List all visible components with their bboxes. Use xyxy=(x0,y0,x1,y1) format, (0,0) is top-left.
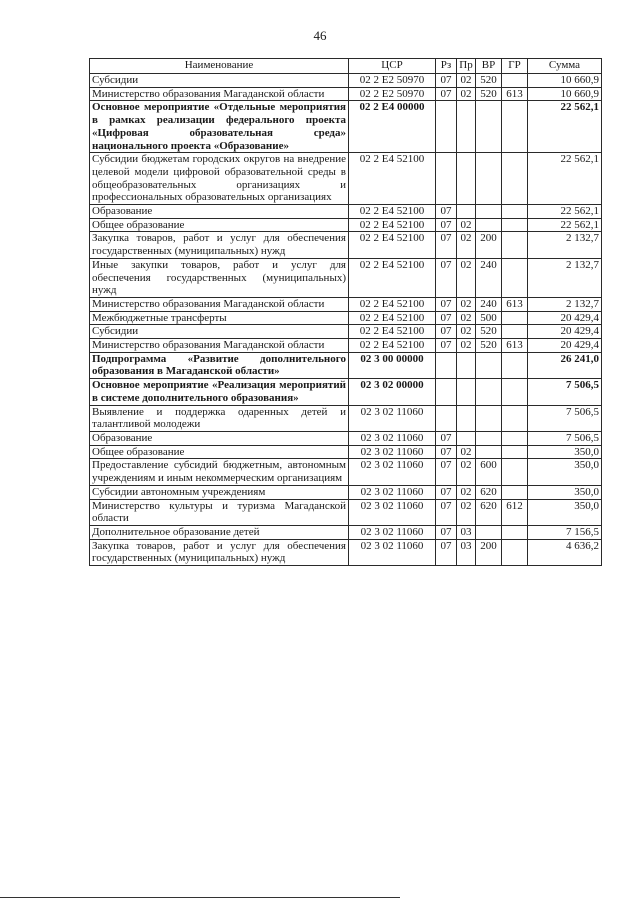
cell-name: Основное мероприятие «Реализация мероприятий в системе дополнительного образования» xyxy=(90,379,349,405)
cell-csr: 02 3 02 11060 xyxy=(349,539,436,565)
cell-pr: 02 xyxy=(457,232,476,258)
cell-vr: 600 xyxy=(476,459,502,485)
cell-rz: 07 xyxy=(436,258,457,297)
table-row xyxy=(90,525,602,539)
cell-sum: 7 506,5 xyxy=(528,431,602,445)
cell-vr: 240 xyxy=(476,297,502,311)
cell-gr xyxy=(502,459,528,485)
cell-rz xyxy=(436,405,457,431)
table-header-row xyxy=(90,59,602,74)
cell-vr xyxy=(476,445,502,459)
cell-rz: 07 xyxy=(436,431,457,445)
table-body xyxy=(90,74,602,566)
cell-pr: 02 xyxy=(457,258,476,297)
cell-name: Выявление и поддержка одаренных детей и талантливой молодежи xyxy=(90,405,349,431)
cell-vr: 240 xyxy=(476,258,502,297)
cell-vr xyxy=(476,525,502,539)
table-row xyxy=(90,539,602,565)
cell-name: Основное мероприятие «Отдельные мероприятия в рамках реализации федерального проекта «Цифровая образовательная среда» национального проекта «Образование» xyxy=(90,101,349,153)
cell-rz: 07 xyxy=(436,499,457,525)
cell-name: Закупка товаров, работ и услуг для обеспечения государственных (муниципальных) нужд xyxy=(90,539,349,565)
cell-vr: 620 xyxy=(476,499,502,525)
cell-name: Иные закупки товаров, работ и услуг для обеспечения государственных (муниципальных) нужд xyxy=(90,258,349,297)
cell-pr: 02 xyxy=(457,74,476,88)
cell-pr: 02 xyxy=(457,459,476,485)
cell-rz: 07 xyxy=(436,311,457,325)
cell-rz: 07 xyxy=(436,218,457,232)
cell-name: Закупка товаров, работ и услуг для обеспечения государственных (муниципальных) нужд xyxy=(90,232,349,258)
cell-name: Министерство образования Магаданской области xyxy=(90,297,349,311)
cell-vr xyxy=(476,218,502,232)
cell-pr: 02 xyxy=(457,87,476,101)
cell-pr: 02 xyxy=(457,499,476,525)
cell-sum: 7 506,5 xyxy=(528,405,602,431)
cell-sum: 4 636,2 xyxy=(528,539,602,565)
cell-rz: 07 xyxy=(436,485,457,499)
page-number: 46 xyxy=(313,28,327,43)
cell-rz: 07 xyxy=(436,232,457,258)
cell-gr xyxy=(502,352,528,378)
cell-sum: 350,0 xyxy=(528,485,602,499)
table-row xyxy=(90,352,602,378)
cell-gr xyxy=(502,485,528,499)
cell-csr: 02 2 E4 00000 xyxy=(349,101,436,153)
cell-name: Образование xyxy=(90,431,349,445)
cell-sum: 22 562,1 xyxy=(528,153,602,205)
cell-csr: 02 2 E4 52100 xyxy=(349,218,436,232)
table-row xyxy=(90,311,602,325)
cell-name: Образование xyxy=(90,205,349,219)
cell-pr xyxy=(457,405,476,431)
cell-vr xyxy=(476,352,502,378)
cell-csr: 02 3 02 11060 xyxy=(349,431,436,445)
cell-gr: 613 xyxy=(502,87,528,101)
cell-sum: 2 132,7 xyxy=(528,258,602,297)
cell-gr: 613 xyxy=(502,339,528,353)
cell-pr xyxy=(457,379,476,405)
table-row xyxy=(90,218,602,232)
cell-sum: 350,0 xyxy=(528,499,602,525)
header-vr: ВР xyxy=(476,59,502,74)
cell-sum: 7 506,5 xyxy=(528,379,602,405)
header-csr: ЦСР xyxy=(349,59,436,74)
budget-table xyxy=(89,58,602,566)
cell-sum: 350,0 xyxy=(528,459,602,485)
cell-vr: 500 xyxy=(476,311,502,325)
cell-csr: 02 3 02 11060 xyxy=(349,525,436,539)
cell-name: Общее образование xyxy=(90,218,349,232)
cell-gr xyxy=(502,311,528,325)
header-name: Наименование xyxy=(90,59,349,74)
cell-gr xyxy=(502,218,528,232)
cell-pr xyxy=(457,153,476,205)
cell-pr: 02 xyxy=(457,297,476,311)
cell-csr: 02 3 02 00000 xyxy=(349,379,436,405)
cell-sum: 7 156,5 xyxy=(528,525,602,539)
cell-sum: 350,0 xyxy=(528,445,602,459)
cell-csr: 02 3 02 11060 xyxy=(349,485,436,499)
footer-divider xyxy=(0,897,400,898)
cell-csr: 02 2 E4 52100 xyxy=(349,311,436,325)
cell-csr: 02 3 02 11060 xyxy=(349,445,436,459)
table-row xyxy=(90,297,602,311)
cell-pr: 02 xyxy=(457,445,476,459)
cell-gr xyxy=(502,232,528,258)
cell-gr xyxy=(502,153,528,205)
header-gr: ГР xyxy=(502,59,528,74)
cell-pr xyxy=(457,205,476,219)
cell-vr: 520 xyxy=(476,87,502,101)
table-row xyxy=(90,74,602,88)
cell-pr: 02 xyxy=(457,325,476,339)
table-row xyxy=(90,405,602,431)
cell-csr: 02 3 00 00000 xyxy=(349,352,436,378)
cell-pr: 02 xyxy=(457,339,476,353)
cell-sum: 22 562,1 xyxy=(528,101,602,153)
cell-vr xyxy=(476,153,502,205)
cell-csr: 02 2 E2 50970 xyxy=(349,87,436,101)
cell-pr: 03 xyxy=(457,525,476,539)
cell-pr: 02 xyxy=(457,311,476,325)
cell-csr: 02 3 02 11060 xyxy=(349,499,436,525)
cell-sum: 10 660,9 xyxy=(528,74,602,88)
cell-vr: 200 xyxy=(476,232,502,258)
cell-vr xyxy=(476,101,502,153)
cell-pr xyxy=(457,101,476,153)
cell-rz: 07 xyxy=(436,539,457,565)
cell-name: Субсидии xyxy=(90,74,349,88)
table-row xyxy=(90,87,602,101)
table-row xyxy=(90,325,602,339)
cell-csr: 02 3 02 11060 xyxy=(349,459,436,485)
cell-name: Субсидии бюджетам городских округов на внедрение целевой модели цифровой образовательной среды в общеобразовательных организациях и профессиональных образовательных организациях xyxy=(90,153,349,205)
cell-rz: 07 xyxy=(436,74,457,88)
cell-rz: 07 xyxy=(436,205,457,219)
cell-csr: 02 2 E4 52100 xyxy=(349,232,436,258)
cell-vr: 520 xyxy=(476,325,502,339)
cell-vr: 620 xyxy=(476,485,502,499)
cell-csr: 02 2 E4 52100 xyxy=(349,205,436,219)
cell-rz xyxy=(436,153,457,205)
cell-rz: 07 xyxy=(436,87,457,101)
cell-pr: 03 xyxy=(457,539,476,565)
table-row xyxy=(90,258,602,297)
cell-gr xyxy=(502,539,528,565)
cell-gr xyxy=(502,405,528,431)
cell-csr: 02 3 02 11060 xyxy=(349,405,436,431)
cell-rz: 07 xyxy=(436,325,457,339)
cell-rz: 07 xyxy=(436,445,457,459)
cell-vr xyxy=(476,405,502,431)
cell-gr xyxy=(502,325,528,339)
cell-csr: 02 2 E4 52100 xyxy=(349,258,436,297)
cell-gr xyxy=(502,258,528,297)
cell-name: Предоставление субсидий бюджетным, автономным учреждениям и иным некоммерческим организациям xyxy=(90,459,349,485)
cell-csr: 02 2 E2 50970 xyxy=(349,74,436,88)
cell-rz xyxy=(436,379,457,405)
table-row xyxy=(90,459,602,485)
cell-name: Общее образование xyxy=(90,445,349,459)
cell-vr xyxy=(476,379,502,405)
cell-vr xyxy=(476,431,502,445)
table-row xyxy=(90,153,602,205)
cell-vr: 200 xyxy=(476,539,502,565)
cell-vr: 520 xyxy=(476,339,502,353)
cell-gr xyxy=(502,205,528,219)
cell-name: Министерство культуры и туризма Магаданской области xyxy=(90,499,349,525)
cell-name: Министерство образования Магаданской области xyxy=(90,339,349,353)
cell-sum: 10 660,9 xyxy=(528,87,602,101)
cell-name: Межбюджетные трансферты xyxy=(90,311,349,325)
cell-gr xyxy=(502,74,528,88)
cell-name: Подпрограмма «Развитие дополнительного образования в Магаданской области» xyxy=(90,352,349,378)
table-row xyxy=(90,431,602,445)
cell-rz: 07 xyxy=(436,459,457,485)
cell-pr: 02 xyxy=(457,218,476,232)
cell-sum: 2 132,7 xyxy=(528,297,602,311)
cell-rz xyxy=(436,352,457,378)
table-row xyxy=(90,379,602,405)
cell-rz xyxy=(436,101,457,153)
cell-rz: 07 xyxy=(436,339,457,353)
cell-sum: 20 429,4 xyxy=(528,339,602,353)
cell-sum: 22 562,1 xyxy=(528,205,602,219)
cell-gr xyxy=(502,445,528,459)
cell-gr xyxy=(502,101,528,153)
header-sum: Сумма xyxy=(528,59,602,74)
cell-csr: 02 2 E4 52100 xyxy=(349,297,436,311)
cell-rz: 07 xyxy=(436,525,457,539)
cell-gr xyxy=(502,431,528,445)
table-row xyxy=(90,101,602,153)
cell-csr: 02 2 E4 52100 xyxy=(349,325,436,339)
table-row xyxy=(90,499,602,525)
cell-csr: 02 2 E4 52100 xyxy=(349,339,436,353)
cell-vr: 520 xyxy=(476,74,502,88)
table-row xyxy=(90,232,602,258)
cell-pr xyxy=(457,352,476,378)
table-row xyxy=(90,485,602,499)
cell-pr: 02 xyxy=(457,485,476,499)
cell-sum: 26 241,0 xyxy=(528,352,602,378)
cell-csr: 02 2 E4 52100 xyxy=(349,153,436,205)
cell-name: Субсидии автономным учреждениям xyxy=(90,485,349,499)
cell-gr xyxy=(502,525,528,539)
table-row xyxy=(90,205,602,219)
cell-name: Министерство образования Магаданской области xyxy=(90,87,349,101)
cell-name: Субсидии xyxy=(90,325,349,339)
cell-pr xyxy=(457,431,476,445)
cell-sum: 22 562,1 xyxy=(528,218,602,232)
header-rz: Рз xyxy=(436,59,457,74)
cell-vr xyxy=(476,205,502,219)
cell-sum: 2 132,7 xyxy=(528,232,602,258)
cell-gr: 613 xyxy=(502,297,528,311)
cell-gr: 612 xyxy=(502,499,528,525)
cell-rz: 07 xyxy=(436,297,457,311)
cell-gr xyxy=(502,379,528,405)
header-pr: Пр xyxy=(457,59,476,74)
cell-sum: 20 429,4 xyxy=(528,325,602,339)
table-row xyxy=(90,339,602,353)
cell-sum: 20 429,4 xyxy=(528,311,602,325)
cell-name: Дополнительное образование детей xyxy=(90,525,349,539)
table-row xyxy=(90,445,602,459)
